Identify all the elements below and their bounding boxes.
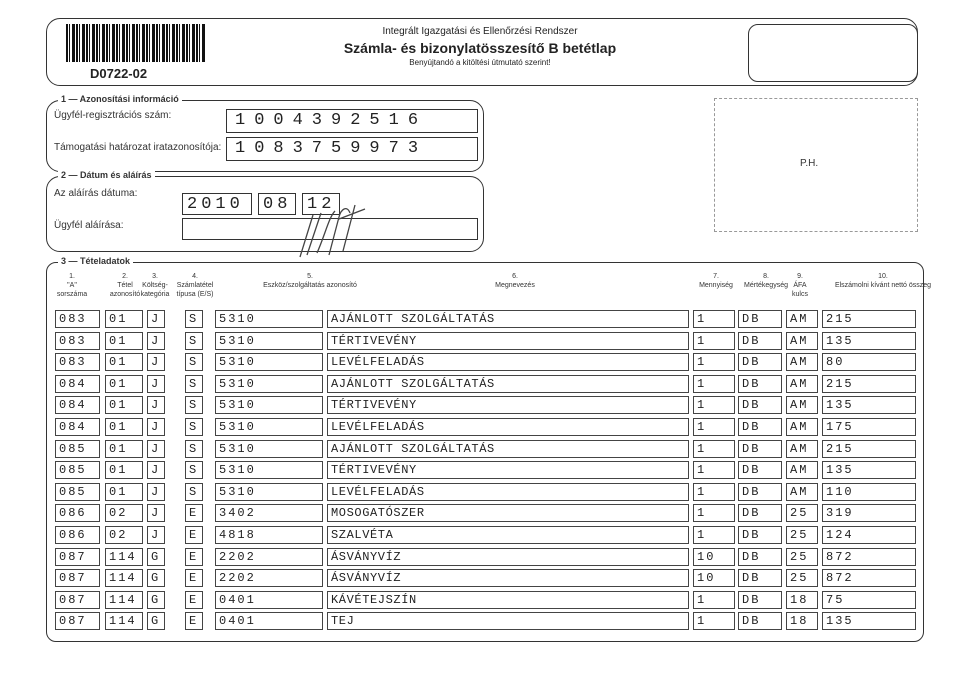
table-cell[interactable]: TÉRTIVEVÉNY xyxy=(327,332,689,350)
table-cell[interactable]: 1 xyxy=(693,353,735,371)
table-cell[interactable]: 215 xyxy=(822,375,916,393)
table-cell[interactable]: DB xyxy=(738,504,782,522)
table-cell[interactable]: 01 xyxy=(105,461,143,479)
table-cell[interactable]: DB xyxy=(738,332,782,350)
table-cell[interactable]: 1 xyxy=(693,418,735,436)
table-cell[interactable]: S xyxy=(185,310,203,328)
table-cell[interactable]: 215 xyxy=(822,310,916,328)
table-cell[interactable]: ÁSVÁNYVÍZ xyxy=(327,548,689,566)
table-cell[interactable]: AM xyxy=(786,440,818,458)
table-cell[interactable]: S xyxy=(185,353,203,371)
table-cell[interactable]: AM xyxy=(786,310,818,328)
table-cell[interactable]: 01 xyxy=(105,396,143,414)
table-cell[interactable]: 215 xyxy=(822,440,916,458)
table-cell[interactable]: DB xyxy=(738,461,782,479)
table-cell[interactable]: 086 xyxy=(55,504,100,522)
table-cell[interactable]: S xyxy=(185,332,203,350)
column-number: 2. xyxy=(122,273,128,280)
table-cell[interactable]: 5310 xyxy=(215,483,323,501)
column-header xyxy=(165,272,225,299)
table-cell[interactable]: MOSOGATÓSZER xyxy=(327,504,689,522)
table-cell[interactable]: LEVÉLFELADÁS xyxy=(327,418,689,436)
column-label: Mennyiség xyxy=(699,282,733,289)
table-cell[interactable]: DB xyxy=(738,396,782,414)
column-header xyxy=(42,272,102,299)
table-cell[interactable]: 1 xyxy=(693,483,735,501)
table-cell[interactable]: AM xyxy=(786,396,818,414)
column-sublabel: kategória xyxy=(140,291,170,298)
signature-image xyxy=(295,195,375,265)
instruction: Benyújtandó a kitöltési útmutató szerint! xyxy=(409,58,551,67)
section2-title: 2 — Dátum és aláírás xyxy=(58,170,155,180)
column-sublabel: kulcs xyxy=(792,291,808,298)
table-cell[interactable]: AM xyxy=(786,418,818,436)
column-label: Elszámolni kívánt nettó összeg xyxy=(834,282,932,289)
column-number: 7. xyxy=(713,273,719,280)
table-cell[interactable]: 084 xyxy=(55,418,100,436)
table-cell[interactable]: 5310 xyxy=(215,396,323,414)
table-cell[interactable]: S xyxy=(185,396,203,414)
system-name: Integrált Igazgatási és Ellenőrzési Rendszer xyxy=(382,26,578,37)
table-cell[interactable]: S xyxy=(185,375,203,393)
column-number: 1. xyxy=(69,273,75,280)
table-cell[interactable]: 01 xyxy=(105,353,143,371)
table-cell[interactable]: E xyxy=(185,548,203,566)
table-cell[interactable]: LEVÉLFELADÁS xyxy=(327,483,689,501)
column-label: Mértékegység xyxy=(744,282,788,289)
table-cell[interactable]: 25 xyxy=(786,526,818,544)
table-cell[interactable]: 086 xyxy=(55,526,100,544)
table-cell[interactable]: 5310 xyxy=(215,418,323,436)
table-cell[interactable]: 084 xyxy=(55,375,100,393)
table-cell[interactable]: AM xyxy=(786,375,818,393)
table-cell[interactable]: 135 xyxy=(822,332,916,350)
table-cell[interactable]: G xyxy=(147,548,165,566)
table-cell[interactable]: DB xyxy=(738,310,782,328)
table-cell[interactable]: 1 xyxy=(693,591,735,609)
column-sublabel: típusa (E/S) xyxy=(176,291,214,298)
column-label: Költség- xyxy=(142,282,168,289)
table-cell[interactable]: 087 xyxy=(55,591,100,609)
table-cell[interactable]: E xyxy=(185,504,203,522)
table-cell[interactable]: AJÁNLOTT SZOLGÁLTATÁS xyxy=(327,310,689,328)
table-cell[interactable]: KÁVÉTEJSZÍN xyxy=(327,591,689,609)
page-title: Számla- és bizonylatösszesítő B betétlap xyxy=(343,40,617,56)
barcode-box xyxy=(748,24,918,82)
stamp-label: P.H. xyxy=(800,158,819,169)
table-cell[interactable]: 2202 xyxy=(215,569,323,587)
table-cell[interactable]: 1 xyxy=(693,396,735,414)
table-cell[interactable]: G xyxy=(147,569,165,587)
table-cell[interactable]: TÉRTIVEVÉNY xyxy=(327,396,689,414)
table-cell[interactable]: J xyxy=(147,440,165,458)
table-cell[interactable]: 135 xyxy=(822,612,916,630)
table-cell[interactable]: E xyxy=(185,612,203,630)
table-cell[interactable]: DB xyxy=(738,612,782,630)
table-cell[interactable]: DB xyxy=(738,440,782,458)
column-sublabel: azonosító xyxy=(109,291,141,298)
table-cell[interactable]: J xyxy=(147,396,165,414)
table-cell[interactable]: 2202 xyxy=(215,548,323,566)
table-cell[interactable]: 1 xyxy=(693,310,735,328)
table-cell[interactable]: 5310 xyxy=(215,440,323,458)
table-cell[interactable]: 087 xyxy=(55,612,100,630)
table-cell[interactable]: 087 xyxy=(55,569,100,587)
table-cell[interactable]: 084 xyxy=(55,396,100,414)
table-cell[interactable]: 5310 xyxy=(215,353,323,371)
table-cell[interactable]: 1 xyxy=(693,612,735,630)
table-cell[interactable]: DB xyxy=(738,569,782,587)
table-cell[interactable]: 0401 xyxy=(215,591,323,609)
table-cell[interactable]: DB xyxy=(738,591,782,609)
table-cell[interactable]: 01 xyxy=(105,310,143,328)
table-cell[interactable]: 114 xyxy=(105,591,143,609)
table-cell[interactable]: J xyxy=(147,332,165,350)
table-cell[interactable]: 085 xyxy=(55,483,100,501)
table-cell[interactable]: AJÁNLOTT SZOLGÁLTATÁS xyxy=(327,375,689,393)
table-cell[interactable]: DB xyxy=(738,548,782,566)
date-label: Az aláírás dátuma: xyxy=(54,188,138,199)
section1-title: 1 — Azonosítási információ xyxy=(58,94,182,104)
table-cell[interactable]: 1 xyxy=(693,332,735,350)
table-cell[interactable]: 083 xyxy=(55,332,100,350)
table-cell[interactable]: J xyxy=(147,504,165,522)
table-cell[interactable]: 1 xyxy=(693,375,735,393)
column-label: Tétel xyxy=(117,282,133,289)
table-cell[interactable]: DB xyxy=(738,353,782,371)
table-cell[interactable]: AM xyxy=(786,353,818,371)
table-cell[interactable]: 872 xyxy=(822,548,916,566)
table-cell[interactable]: J xyxy=(147,461,165,479)
column-header xyxy=(828,272,938,290)
table-cell[interactable]: 01 xyxy=(105,332,143,350)
column-number: 9. xyxy=(797,273,803,280)
table-cell[interactable]: SZALVÉTA xyxy=(327,526,689,544)
client-id-label: Ügyfél-regisztrációs szám: xyxy=(54,110,172,121)
table-cell[interactable]: 085 xyxy=(55,440,100,458)
column-number: 4. xyxy=(192,273,198,280)
table-cell[interactable]: 1 xyxy=(693,504,735,522)
table-cell[interactable]: 1 xyxy=(693,440,735,458)
table-cell[interactable]: 01 xyxy=(105,483,143,501)
column-label: Megnevezés xyxy=(495,282,535,289)
table-cell[interactable]: DB xyxy=(738,483,782,501)
table-cell[interactable]: 083 xyxy=(55,310,100,328)
column-number: 8. xyxy=(763,273,769,280)
column-label: Eszköz/szolgáltatás azonosító xyxy=(263,282,357,289)
decision-id-label: Támogatási határozat iratazonosítója: xyxy=(54,142,222,153)
table-cell[interactable]: 110 xyxy=(822,483,916,501)
column-number: 6. xyxy=(512,273,518,280)
form-code: D0722-02 xyxy=(90,66,148,81)
column-sublabel: sorszáma xyxy=(56,291,88,298)
table-cell[interactable]: E xyxy=(185,526,203,544)
table-cell[interactable]: 5310 xyxy=(215,375,323,393)
table-cell[interactable]: TEJ xyxy=(327,612,689,630)
table-cell[interactable]: 25 xyxy=(786,569,818,587)
table-cell[interactable]: 083 xyxy=(55,353,100,371)
table-cell[interactable]: 02 xyxy=(105,526,143,544)
decision-id-field[interactable]: 1083759973 xyxy=(226,137,478,161)
table-cell[interactable]: E xyxy=(185,591,203,609)
table-cell[interactable]: G xyxy=(147,612,165,630)
table-cell[interactable]: 319 xyxy=(822,504,916,522)
table-cell[interactable]: S xyxy=(185,483,203,501)
table-cell[interactable]: DB xyxy=(738,526,782,544)
table-cell[interactable]: 5310 xyxy=(215,461,323,479)
column-number: 5. xyxy=(307,273,313,280)
column-label: "A" xyxy=(67,282,77,289)
table-cell[interactable]: S xyxy=(185,440,203,458)
table-cell[interactable]: 5310 xyxy=(215,332,323,350)
table-cell[interactable]: AM xyxy=(786,461,818,479)
signature-label: Ügyfél aláírása: xyxy=(54,220,124,231)
table-cell[interactable]: J xyxy=(147,375,165,393)
column-number: 3. xyxy=(152,273,158,280)
table-cell[interactable]: 4818 xyxy=(215,526,323,544)
table-cell[interactable]: 18 xyxy=(786,591,818,609)
table-cell[interactable]: 135 xyxy=(822,396,916,414)
table-cell[interactable]: G xyxy=(147,591,165,609)
table-cell[interactable]: LEVÉLFELADÁS xyxy=(327,353,689,371)
column-label: Számlatétel xyxy=(176,282,214,289)
table-cell[interactable]: AM xyxy=(786,483,818,501)
table-cell[interactable]: 01 xyxy=(105,375,143,393)
table-cell[interactable]: 1 xyxy=(693,526,735,544)
table-cell[interactable]: J xyxy=(147,483,165,501)
barcode xyxy=(66,24,206,62)
column-header xyxy=(250,272,370,290)
table-cell[interactable]: 0401 xyxy=(215,612,323,630)
date-month-field[interactable]: 08 xyxy=(258,193,296,215)
table-cell[interactable]: 872 xyxy=(822,569,916,587)
table-cell[interactable]: 10 xyxy=(693,569,735,587)
table-cell[interactable]: TÉRTIVEVÉNY xyxy=(327,461,689,479)
table-cell[interactable]: 01 xyxy=(105,418,143,436)
column-header xyxy=(485,272,545,290)
table-cell[interactable]: ÁSVÁNYVÍZ xyxy=(327,569,689,587)
table-cell[interactable]: 02 xyxy=(105,504,143,522)
table-cell[interactable]: 114 xyxy=(105,548,143,566)
table-cell[interactable]: 3402 xyxy=(215,504,323,522)
table-cell[interactable]: S xyxy=(185,461,203,479)
section3-title: 3 — Tételadatok xyxy=(58,256,133,266)
table-cell[interactable]: AM xyxy=(786,332,818,350)
table-cell[interactable]: 085 xyxy=(55,461,100,479)
table-cell[interactable]: J xyxy=(147,353,165,371)
table-cell[interactable]: 135 xyxy=(822,461,916,479)
table-cell[interactable]: 114 xyxy=(105,569,143,587)
table-cell[interactable]: 087 xyxy=(55,548,100,566)
table-cell[interactable]: 175 xyxy=(822,418,916,436)
table-cell[interactable]: S xyxy=(185,418,203,436)
date-day-field[interactable]: 12 xyxy=(302,193,340,215)
table-cell[interactable]: 80 xyxy=(822,353,916,371)
table-cell[interactable]: DB xyxy=(738,418,782,436)
table-cell[interactable]: 18 xyxy=(786,612,818,630)
table-cell[interactable]: J xyxy=(147,310,165,328)
table-cell[interactable]: J xyxy=(147,418,165,436)
table-cell[interactable]: AJÁNLOTT SZOLGÁLTATÁS xyxy=(327,440,689,458)
table-cell[interactable]: J xyxy=(147,526,165,544)
date-year-field[interactable]: 2010 xyxy=(182,193,252,215)
client-id-field[interactable]: 1004392516 xyxy=(226,109,478,133)
table-cell[interactable]: 10 xyxy=(693,548,735,566)
table-cell[interactable]: 25 xyxy=(786,548,818,566)
table-cell[interactable]: 1 xyxy=(693,461,735,479)
column-header xyxy=(770,272,830,299)
column-number: 10. xyxy=(878,273,888,280)
table-cell[interactable]: 114 xyxy=(105,612,143,630)
table-cell[interactable]: 25 xyxy=(786,504,818,522)
table-cell[interactable]: 75 xyxy=(822,591,916,609)
table-cell[interactable]: E xyxy=(185,569,203,587)
table-cell[interactable]: 01 xyxy=(105,440,143,458)
table-cell[interactable]: 5310 xyxy=(215,310,323,328)
table-cell[interactable]: DB xyxy=(738,375,782,393)
column-label: ÁFA xyxy=(793,282,807,289)
table-cell[interactable]: 124 xyxy=(822,526,916,544)
